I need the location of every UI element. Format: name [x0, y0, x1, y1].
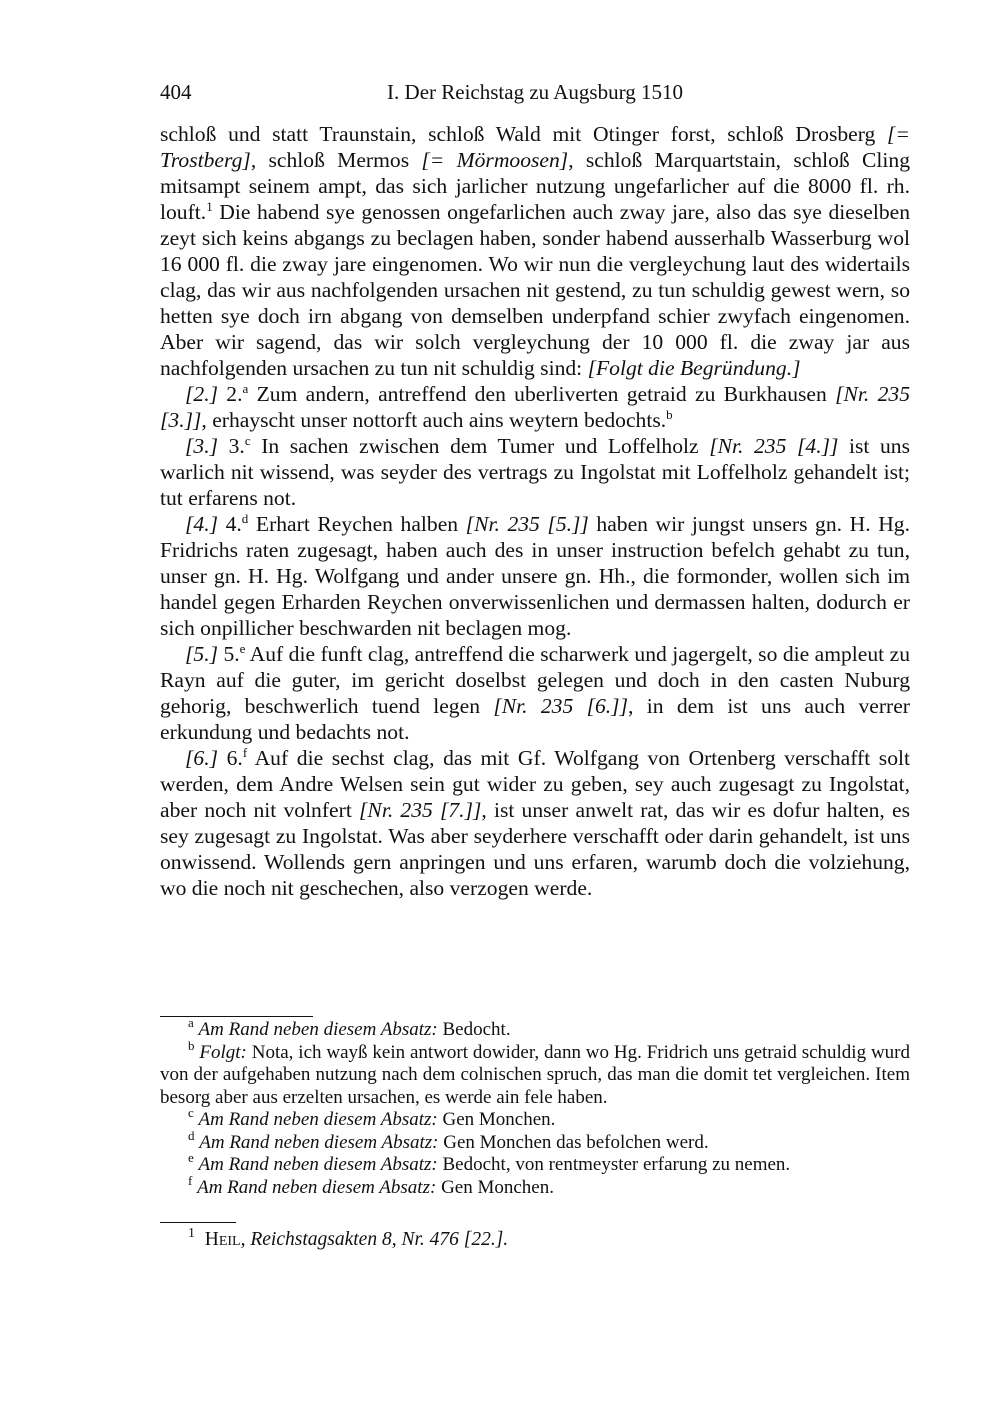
paragraph-1 [160, 121, 910, 381]
text-run: Erhart Reychen halben [248, 512, 466, 536]
text-run: haben wir jungst unsers gn. H. Hg. Fridrichs raten zugesagt, haben auch des in unser instruction befelch gehabt zu tun, unser gn. H. Hg. Wolfgang und ander unsere gn. Hh., die formonder, wollen sich im handel gegen Erharden Reychen onverwissenlichen und dermassen halten, dodurch er sich onpillicher beschwarden nit beclagen mog. [160, 512, 910, 640]
paragraph-3 [160, 433, 910, 511]
notes-separator-rule [160, 1016, 313, 1017]
note-intro: Am Rand neben diesem Absatz: [198, 1019, 438, 1040]
note-mark: e [188, 1150, 194, 1165]
note-text: Bedocht. [437, 1019, 511, 1040]
text-run: Auf die funft clag, antreffend die scharwerk und jagergelt, so die ampleut zu Rayn auf die guter, im gericht doselbst gelegen und doch in den casten Nuburg gehorig, beschwerlich tuend legen [160, 642, 910, 718]
footnote-author: Heil [204, 1229, 241, 1250]
footnotes [160, 1228, 910, 1252]
note-ref-b[interactable]: b [666, 407, 673, 422]
note-ref-a[interactable]: a [242, 381, 249, 396]
footnote-1 [160, 1228, 910, 1252]
note-ref-d[interactable]: d [241, 511, 249, 526]
text-run: schloß und statt Traunstain, schloß Wald mit Otinger forst, schloß Drosberg [160, 122, 888, 146]
editorial-insert: [Folgt die Begründung.] [587, 356, 801, 380]
cross-reference: [Nr. 235 [7.]] [359, 798, 482, 822]
paragraph-4 [160, 511, 910, 641]
footnote-ref-1[interactable]: 1 [206, 199, 213, 214]
text-run: , schloß Mermos [250, 148, 422, 172]
paragraph-2 [160, 381, 910, 433]
note-intro: Am Rand neben diesem Absatz: [198, 1109, 438, 1130]
note-mark: b [188, 1037, 195, 1053]
page-number: 404 [160, 80, 192, 104]
text-run: 3. [218, 434, 245, 458]
note-intro: Am Rand neben diesem Absatz: [197, 1176, 437, 1198]
note-b [160, 1037, 911, 1110]
text-run: 6. [218, 746, 243, 770]
running-head: I. Der Reichstag zu Augsburg 1510 [387, 80, 683, 104]
note-intro: Am Rand neben diesem Absatz: [198, 1154, 438, 1175]
note-text: Gen Monchen. [436, 1176, 554, 1198]
editorial-insert: [= Trostberg] [160, 122, 910, 172]
cross-reference: [Nr. 235 [5.]] [465, 512, 589, 536]
text-run: ist uns warlich nit wissend, was seyder des vertrags zu Ingolstat mit Loffelholz gehandelt ist; tut erfarens not. [160, 434, 911, 510]
note-intro: Am Rand neben diesem Absatz: [199, 1131, 439, 1153]
note-intro: Folgt: [199, 1041, 247, 1063]
footnote-separator: , [240, 1229, 246, 1250]
footnote-mark: 1 [188, 1226, 195, 1241]
footnotes-separator-rule [160, 1222, 236, 1223]
text-run: Auf die sechst clag, das mit Gf. Wolfgang von Ortenberg verschafft solt werden, dem Andre Welsen sein gut wider zu geben, sey auch zugesagt zu Ingolstat, aber noch nit volnfert [160, 746, 911, 822]
note-mark: f [188, 1172, 193, 1188]
text-run: 5. [218, 642, 240, 666]
page-header [160, 80, 910, 108]
section-number: [4.] [185, 512, 219, 536]
note-text: Gen Monchen. [437, 1109, 556, 1130]
note-text: Nota, ich wayß kein antwort dowider, dann wo Hg. Fridrich uns getraid schuldig wurd von der aufgehaben nutzung nach dem colnischen spruch, das man die domit tet vergleichen. Item besorg aber aus erzelten ursachen, es werde ain fele haben. [160, 1041, 911, 1108]
note-d [160, 1127, 910, 1155]
text-run: , erhayscht unser nottorft auch ains weytern bedochts. [201, 408, 667, 432]
note-text: Gen Monchen das befolchen werd. [438, 1131, 709, 1153]
paragraph-5 [160, 641, 910, 745]
text-run: Die habend sye genossen ongefarlichen auch zway jare, also das sye dieselben zeyt sich keins abgangs zu beclagen haben, sonder habend ausserhalb Wasserburg wol 16 000 fl. die zway jare eingenomen. Wo wir nun die vergleychung laut des widertails clag, das wir aus nachfolgenden ursachen nit gestend, zu tun schuldig gewest wern, so hetten sye doch irn abgang von demselben underpfand schier zwyfach eingenomen. Aber wir sagend, das wir solch vergleychung der 10 000 fl. die zway jar aus nachfolgenden ursachen zu tun nit schuldig sind: [160, 200, 910, 380]
main-text [160, 121, 910, 901]
note-e [160, 1150, 910, 1177]
text-run: 4. [218, 512, 242, 536]
text-run: Zum andern, antreffend den uberliverten getraid zu Burkhausen [248, 382, 836, 406]
note-mark: d [188, 1127, 195, 1143]
section-number: [3.] [185, 434, 219, 458]
text-run: , schloß Marquartstain, schloß Cling mitsampt seinem ampt, das sich jarlicher nutzung ungefarlicher auf die 8000 fl. rh. louft. [160, 148, 910, 224]
note-a [160, 1015, 910, 1042]
section-number: [5.] [185, 642, 219, 666]
footnote-reference: Reichstagsakten 8, Nr. 476 [22.]. [245, 1229, 509, 1250]
note-f [160, 1172, 910, 1200]
text-critical-notes [160, 1015, 911, 1199]
section-number: [2.] [185, 382, 219, 406]
text-run: , ist unser anwelt rat, das wir es dofur halten, es sey zugesagt zu Ingolstat. Was aber seyderhere verschafft oder darin gehandelt, ist uns onwissend. Wollends gern anpringen und uns erfaren, warumb doch die volziehung, wo die noch nit geschechen, also verzogen werde. [160, 798, 910, 900]
paragraph-6 [160, 745, 910, 901]
text-run: 2. [218, 382, 243, 406]
editorial-insert: [= Mörmoosen] [421, 148, 569, 172]
note-text: Bedocht, von rentmeyster erfarung zu nemen. [437, 1154, 791, 1175]
note-ref-f[interactable]: f [242, 745, 248, 760]
note-mark: a [188, 1015, 194, 1030]
text-run: In sachen zwischen dem Tumer und Loffelholz [250, 434, 710, 458]
text-run: , in dem ist uns auch verrer erkundung und bedachts not. [160, 694, 911, 744]
cross-reference: [Nr. 235 [4.]] [709, 434, 839, 458]
note-ref-e[interactable]: e [239, 641, 246, 656]
note-mark: c [188, 1105, 194, 1120]
section-number: [6.] [185, 746, 219, 770]
note-c [160, 1105, 910, 1132]
cross-reference: [Nr. 235 [6.]] [493, 694, 628, 718]
cross-reference: [Nr. 235 [3.]] [160, 382, 911, 432]
note-ref-c[interactable]: c [244, 433, 251, 448]
